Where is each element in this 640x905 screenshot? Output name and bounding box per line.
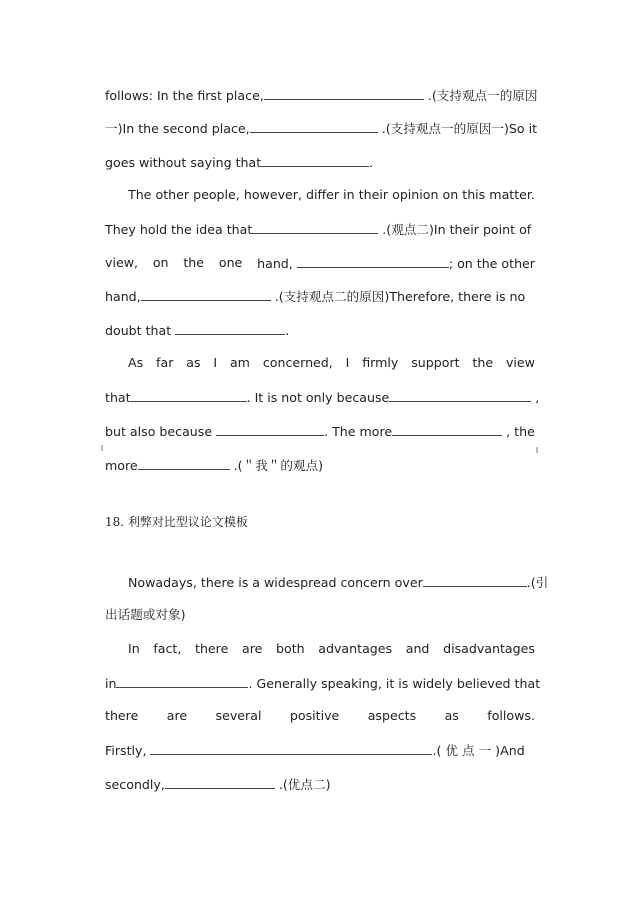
text-segment: .	[285, 323, 290, 338]
word: The	[128, 187, 152, 202]
word: far	[156, 355, 174, 370]
text-segment: secondly,	[105, 777, 165, 792]
text-segment: Firstly,	[105, 743, 151, 758]
fill-blank	[297, 254, 449, 268]
text-line-3	[105, 153, 535, 172]
word: I	[213, 355, 218, 370]
text-segment: .(＂我＂的观点)	[229, 458, 324, 473]
word: on	[442, 187, 459, 202]
word: this	[462, 187, 486, 202]
text-segment: doubt that	[105, 323, 176, 338]
word: one	[218, 255, 243, 270]
text-segment: goes without saying that	[105, 155, 262, 170]
fill-blank	[116, 674, 248, 688]
word: I	[345, 355, 350, 370]
word: concerned,	[262, 355, 333, 370]
word: view,	[105, 255, 139, 270]
word: As	[128, 355, 144, 370]
scan-artifact	[536, 447, 538, 453]
word: view	[505, 355, 535, 370]
fill-blank	[392, 422, 502, 436]
word: several	[215, 708, 262, 723]
text-segment: .(支持观点二的原因)Therefore, there is no	[270, 289, 526, 304]
fill-blank	[141, 287, 271, 301]
fill-blank	[131, 388, 247, 402]
text-line-19	[105, 775, 535, 794]
text-segment: .	[369, 155, 374, 170]
fill-blank	[165, 775, 275, 789]
fill-blank	[264, 86, 424, 100]
text-segment: . It is not only because	[246, 390, 390, 405]
fill-blank	[261, 153, 369, 167]
text-segment: They hold the idea that	[105, 222, 253, 237]
word: other	[155, 187, 190, 202]
text-segment: .( 优 点 一 )And	[432, 743, 525, 758]
word: their	[358, 187, 389, 202]
word: there	[195, 641, 229, 656]
word: the	[183, 255, 205, 270]
fill-blank	[175, 321, 285, 335]
word: on	[152, 255, 169, 270]
text-segment: .(引	[526, 575, 549, 590]
word: as	[186, 355, 201, 370]
text-segment: more	[105, 458, 138, 473]
text-segment: ; on the other	[448, 256, 535, 271]
text-line-7	[105, 287, 535, 306]
text-segment: . Generally speaking, it is widely believed that	[248, 676, 541, 691]
word: advantages	[318, 641, 393, 656]
word: hand,	[257, 256, 293, 271]
text-line-17	[105, 707, 535, 725]
word: people,	[193, 187, 240, 202]
text-segment: , the	[502, 424, 535, 439]
word: matter.	[489, 187, 535, 202]
text-line-11	[105, 422, 535, 441]
text-line-14: 出话题或对象)	[105, 607, 186, 622]
fill-blank	[423, 573, 527, 587]
text-line-1	[105, 86, 538, 105]
text-segment: but also because	[105, 424, 217, 439]
word: disadvantages	[443, 641, 535, 656]
fill-blank	[150, 741, 432, 755]
text-line-4	[105, 186, 535, 204]
fill-blank	[389, 388, 531, 402]
text-line-18	[105, 741, 535, 760]
text-segment: .(支持观点一的原因一)So it	[377, 121, 538, 136]
fill-blank	[250, 119, 378, 133]
text-segment: hand,	[105, 289, 141, 304]
text-line-8	[105, 321, 535, 340]
scan-artifact	[101, 445, 103, 451]
word: am	[229, 355, 250, 370]
text-line-12	[105, 456, 535, 475]
text-segment: .(支持观点一的原因	[423, 88, 538, 103]
text-line-6	[105, 254, 535, 273]
text-segment: Nowadays, there is a widespread concern over	[128, 575, 423, 590]
fill-blank	[138, 456, 230, 470]
word: as	[444, 708, 459, 723]
word: In	[128, 641, 140, 656]
text-segment: follows: In the first place,	[105, 88, 264, 103]
word: firmly	[362, 355, 399, 370]
text-segment: ,	[531, 390, 540, 405]
word: are	[241, 641, 263, 656]
text-segment: .(优点二)	[274, 777, 331, 792]
word: in	[343, 187, 355, 202]
word: however,	[243, 187, 302, 202]
fill-blank	[216, 422, 324, 436]
text-line-13	[105, 573, 549, 592]
text-segment: that	[105, 390, 131, 405]
word: are	[166, 708, 188, 723]
word: opinion	[392, 187, 439, 202]
text-segment: 一)In the second place,	[105, 121, 250, 136]
word: the	[472, 355, 494, 370]
word: and	[405, 641, 430, 656]
fill-blank	[252, 220, 378, 234]
section-heading: 18. 利弊对比型议论文模板	[105, 515, 248, 529]
text-line-16	[105, 674, 541, 693]
text-segment: .(观点二)In their point of	[378, 222, 532, 237]
word: follows.	[487, 708, 535, 723]
text-line-15	[105, 640, 535, 658]
text-line-9	[105, 354, 535, 372]
word: support	[411, 355, 460, 370]
word: aspects	[367, 708, 417, 723]
word: positive	[289, 708, 340, 723]
word: fact,	[153, 641, 182, 656]
word: there	[105, 708, 139, 723]
text-segment: in	[105, 676, 117, 691]
text-line-10	[105, 388, 540, 407]
word: both	[276, 641, 305, 656]
word: differ	[306, 187, 340, 202]
text-line-5	[105, 220, 535, 239]
text-segment: . The more	[324, 424, 393, 439]
text-line-2	[105, 119, 538, 138]
